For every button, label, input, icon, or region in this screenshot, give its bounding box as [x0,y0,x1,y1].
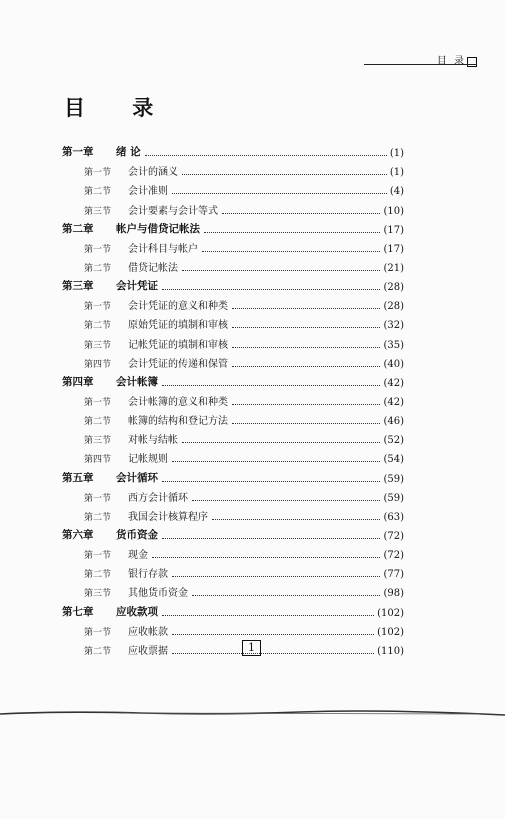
toc-entry-number: 第五章 [62,471,94,484]
toc-entry-number: 第四章 [62,375,94,388]
toc-entry-title: 对帐与结帐 [128,435,178,447]
toc-entry-number: 第四节 [84,455,112,466]
toc-section-row [62,638,404,657]
table-of-contents [62,140,404,657]
dot-leader [204,232,380,233]
toc-section-row [62,351,404,370]
toc-entry-title: 会计帐簿的意义和种类 [128,396,228,408]
toc-entry-page: (28) [383,282,404,294]
toc-entry-number: 第六章 [62,528,94,541]
toc-chapter-row [62,599,404,618]
toc-entry-page: (4) [389,186,404,198]
toc-entry-page: (63) [383,511,404,523]
dot-leader [222,213,380,214]
toc-entry-page: (46) [383,416,404,428]
toc-section-row [62,236,404,255]
toc-entry-number: 第一节 [84,627,112,638]
toc-section-row [62,485,404,504]
toc-entry-page: (54) [383,454,404,466]
dot-leader [232,423,380,424]
toc-entry-title: 会计准则 [128,186,168,198]
toc-entry-title: 应收款项 [116,605,158,618]
toc-section-row [62,504,404,523]
dot-leader [182,442,380,443]
toc-entry-title: 西方会计循环 [128,492,188,504]
dot-leader [172,653,374,654]
toc-entry-title: 会计的涵义 [128,167,178,179]
toc-entry-page: (102) [377,626,404,638]
dot-leader [232,347,380,348]
toc-chapter-row [62,523,404,542]
toc-entry-page: (42) [383,396,404,408]
toc-chapter-row [62,370,404,389]
toc-entry-number: 第四节 [84,359,112,370]
toc-entry-page: (42) [383,377,404,389]
toc-entry-title: 原始凭证的填制和审核 [128,320,228,332]
running-head-text: 目 录 [436,56,466,67]
toc-entry-number: 第三节 [84,206,112,217]
toc-section-row [62,542,404,561]
toc-entry-page: (40) [383,358,404,370]
toc-section-row [62,619,404,638]
toc-entry-title: 货币资金 [116,528,158,541]
toc-entry-page: (77) [383,569,404,581]
toc-entry-page: (35) [383,339,404,351]
dot-leader [232,404,380,405]
toc-section-row [62,446,404,465]
toc-entry-number: 第一节 [84,168,112,179]
dot-leader [172,461,380,462]
toc-entry-page: (21) [383,262,404,274]
toc-chapter-row [62,217,404,236]
toc-entry-number: 第一节 [84,493,112,504]
toc-entry-title: 其他货币资金 [128,588,188,600]
toc-entry-title: 借贷记帐法 [128,262,178,274]
toc-chapter-row [62,140,404,159]
toc-entry-number: 第三节 [84,340,112,351]
page-title: 目 录 [64,96,174,120]
dot-leader [232,308,380,309]
toc-entry-title: 会计要素与会计等式 [128,205,218,217]
toc-entry-page: (52) [383,435,404,447]
toc-entry-page: (72) [383,530,404,542]
toc-entry-title: 应收票据 [128,645,168,657]
toc-section-row [62,255,404,274]
toc-entry-title: 帐簿的结构和登记方法 [128,416,228,428]
toc-entry-number: 第一章 [62,146,94,159]
toc-entry-number: 第一节 [84,244,112,255]
toc-section-row [62,408,404,427]
toc-chapter-row [62,274,404,293]
toc-entry-number: 第二章 [62,222,94,235]
dot-leader [212,519,380,520]
toc-entry-title: 会计帐簿 [116,375,158,388]
toc-entry-title: 记帐规则 [128,454,168,466]
toc-entry-title: 绪 论 [116,146,141,159]
toc-entry-title: 我国会计核算程序 [128,511,208,523]
toc-entry-page: (1) [389,148,404,160]
toc-entry-title: 会计凭证的传递和保管 [128,358,228,370]
toc-entry-number: 第一节 [84,551,112,562]
dot-leader [182,270,380,271]
page-number: 1 [242,640,261,656]
dot-leader [145,155,387,156]
toc-section-row [62,197,404,216]
toc-entry-number: 第三章 [62,280,94,293]
toc-entry-title: 会计科目与帐户 [128,243,198,255]
toc-entry-page: (10) [383,205,404,217]
toc-section-row [62,178,404,197]
header-rule [364,64,477,65]
toc-section-row [62,580,404,599]
toc-entry-page: (32) [383,320,404,332]
toc-entry-number: 第二节 [84,570,112,581]
toc-entry-page: (28) [383,301,404,313]
toc-entry-page: (59) [383,492,404,504]
toc-entry-number: 第一节 [84,397,112,408]
toc-entry-number: 第二节 [84,321,112,332]
toc-entry-title: 会计凭证 [116,280,158,293]
toc-entry-page: (17) [383,243,404,255]
toc-entry-number: 第二节 [84,646,112,657]
toc-entry-title: 银行存款 [128,569,168,581]
toc-entry-page: (59) [383,473,404,485]
dot-leader [232,327,380,328]
toc-entry-page: (17) [383,224,404,236]
dot-leader [172,193,387,194]
toc-entry-number: 第二节 [84,512,112,523]
toc-entry-number: 第三节 [84,436,112,447]
toc-entry-title: 会计循环 [116,471,158,484]
toc-entry-number: 第二节 [84,263,112,274]
dot-leader [152,557,380,558]
dot-leader [172,634,374,635]
toc-section-row [62,427,404,446]
toc-entry-number: 第二节 [84,417,112,428]
toc-entry-page: (98) [383,588,404,600]
dot-leader [202,251,380,252]
dot-leader [162,385,380,386]
toc-entry-title: 现金 [128,550,148,562]
toc-entry-title: 会计凭证的意义和种类 [128,301,228,313]
toc-entry-page: (110) [377,645,404,657]
dot-leader [192,500,380,501]
toc-section-row [62,312,404,331]
dot-leader [162,289,380,290]
toc-entry-page: (1) [389,167,404,179]
toc-section-row [62,331,404,350]
toc-entry-title: 应收帐款 [128,626,168,638]
dot-leader [172,576,380,577]
toc-section-row [62,293,404,312]
toc-entry-title: 记帐凭证的填制和审核 [128,339,228,351]
dot-leader [162,615,374,616]
toc-section-row [62,561,404,580]
square-box-icon [467,57,477,67]
toc-entry-number: 第二节 [84,187,112,198]
toc-entry-title: 帐户与借贷记帐法 [116,222,200,235]
toc-section-row [62,159,404,178]
dot-leader [162,481,380,482]
dot-leader [232,366,380,367]
toc-entry-number: 第三节 [84,589,112,600]
dot-leader [192,595,380,596]
dot-leader [162,538,380,539]
toc-section-row [62,389,404,408]
toc-entry-page: (102) [377,607,404,619]
toc-chapter-row [62,465,404,484]
toc-entry-number: 第七章 [62,605,94,618]
dot-leader [182,174,387,175]
bottom-rule [0,700,505,724]
toc-entry-number: 第一节 [84,302,112,313]
toc-entry-page: (72) [383,550,404,562]
